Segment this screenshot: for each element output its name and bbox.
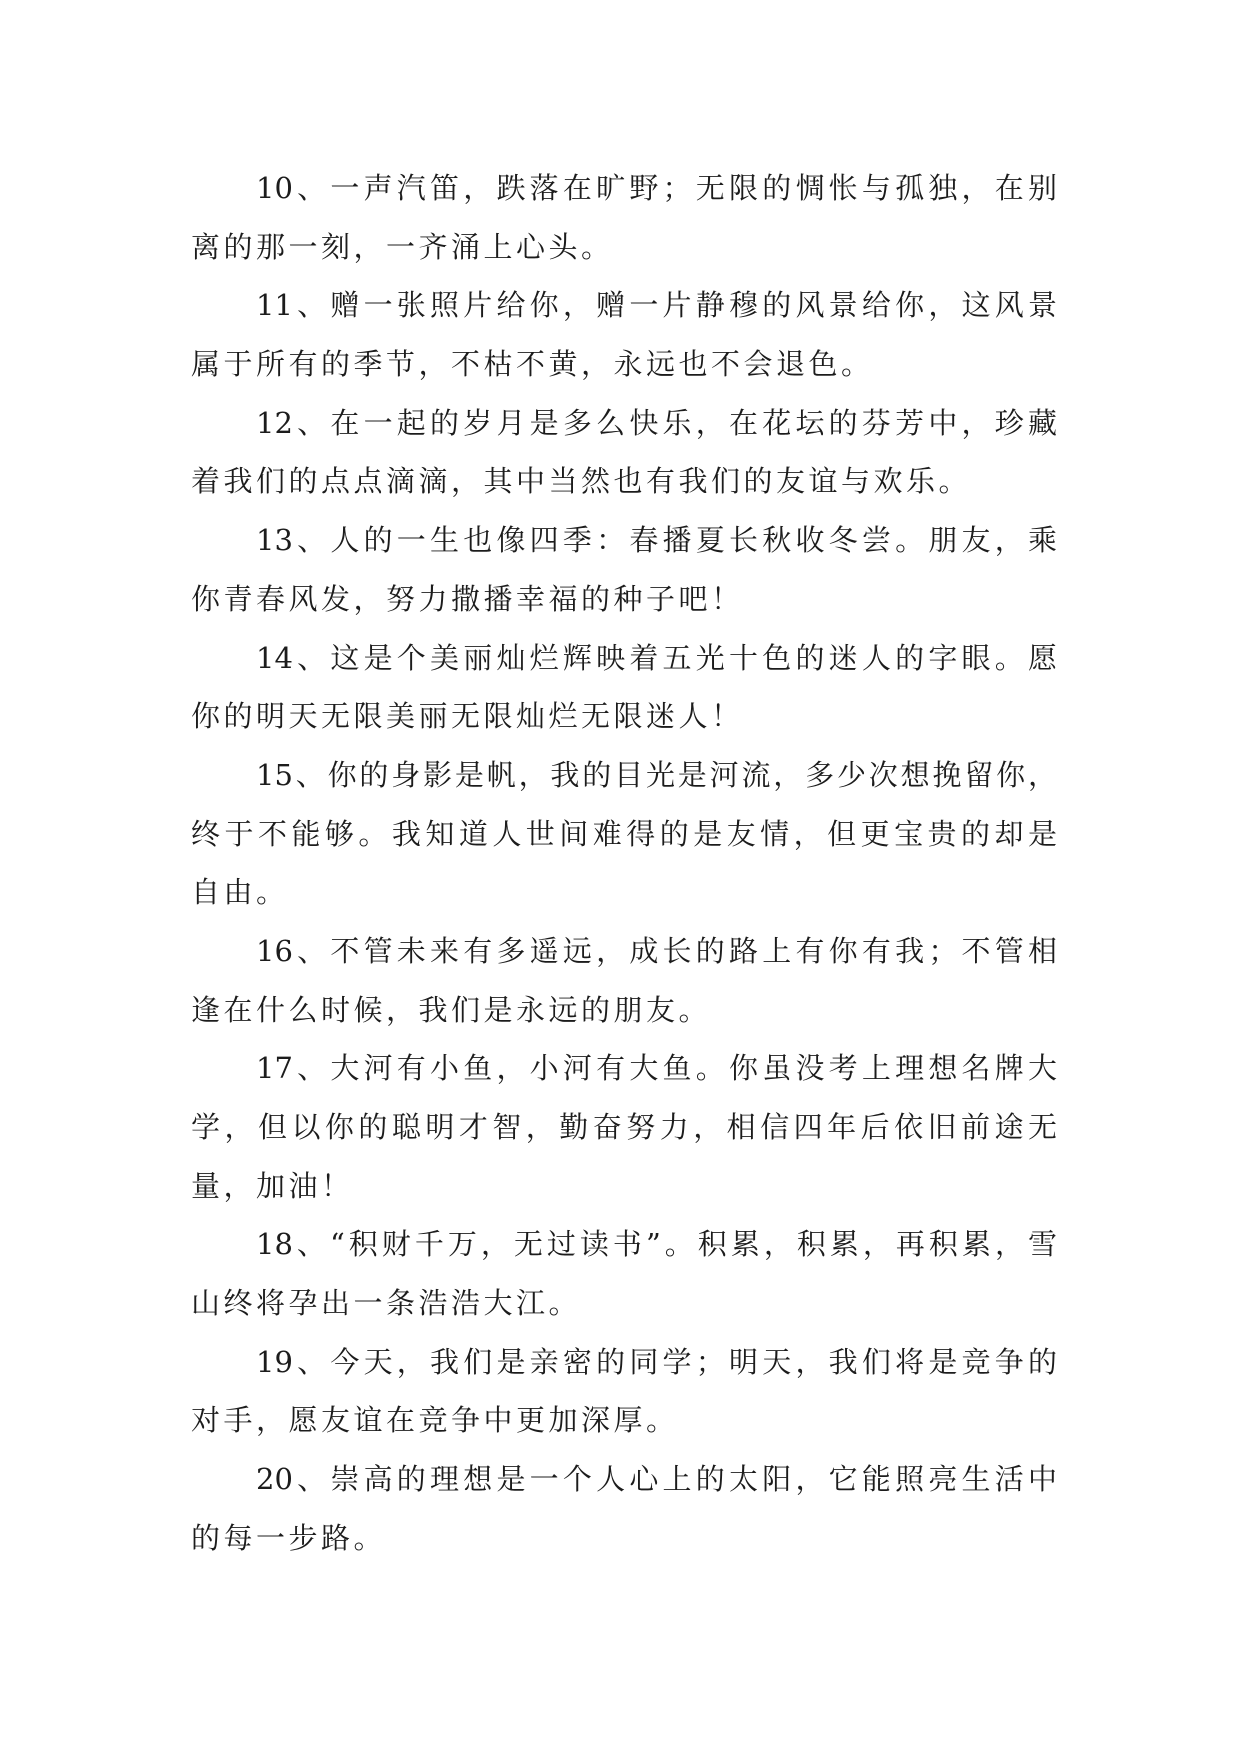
paragraph-line: 学，但以你的聪明才智，勤奋努力，相信四年后依旧前途无: [191, 1110, 1057, 1144]
paragraph-line: 着我们的点点滴滴，其中当然也有我们的友谊与欢乐。: [191, 464, 972, 499]
paragraph-line: 逢在什么时候，我们是永远的朋友。: [191, 992, 712, 1027]
paragraph-19: [191, 1333, 1057, 1450]
paragraph-18: [191, 1215, 1057, 1332]
paragraph-line: 16、不管未来有多遥远，成长的路上有你有我；不管相: [256, 933, 1057, 968]
paragraph-line: 18、“积财千万，无过读书”。积累，积累，再积累，雪: [256, 1227, 1057, 1262]
paragraph-line: 17、大河有小鱼，小河有大鱼。你虽没考上理想名牌大: [256, 1051, 1057, 1086]
paragraph-line: 属于所有的季节，不枯不黄，永远也不会退色。: [191, 347, 874, 382]
paragraph-14: [191, 629, 1057, 746]
paragraph-line: 的每一步路。: [191, 1520, 387, 1555]
paragraph-line: 对手，愿友谊在竞争中更加深厚。: [191, 1403, 679, 1438]
paragraph-line: 11、赠一张照片给你，赠一片静穆的风景给你，这风景: [256, 288, 1057, 323]
paragraph-13: [191, 511, 1057, 628]
paragraph-line: 终于不能够。我知道人世间难得的是友情，但更宝贵的却是: [191, 816, 1057, 851]
paragraph-17: [191, 1039, 1057, 1215]
paragraph-line: 14、这是个美丽灿烂辉映着五光十色的迷人的字眼。愿: [256, 640, 1057, 675]
paragraph-line: 19、今天，我们是亲密的同学；明天，我们将是竞争的: [256, 1344, 1057, 1379]
paragraph-line: 离的那一刻，一齐涌上心头。: [191, 229, 614, 264]
paragraph-line: 15、你的身影是帆，我的目光是河流，多少次想挽留你，: [256, 757, 1057, 792]
paragraph-line: 你青春风发，努力撒播幸福的种子吧！: [191, 581, 744, 616]
paragraph-20: [191, 1450, 1057, 1567]
paragraph-line: 10、一声汽笛，跌落在旷野；无限的惆怅与孤独，在别: [256, 171, 1057, 205]
paragraph-line: 13、人的一生也像四季：春播夏长秋收冬尝。朋友，乘: [256, 523, 1057, 558]
paragraph-line: 山终将孕出一条浩浩大江。: [191, 1286, 582, 1321]
paragraph-10: [191, 159, 1057, 276]
paragraph-line: 20、崇高的理想是一个人心上的太阳，它能照亮生活中: [256, 1462, 1057, 1497]
paragraph-12: [191, 394, 1057, 511]
paragraph-line: 自由。: [191, 875, 289, 910]
paragraph-11: [191, 276, 1057, 393]
paragraph-line: 12、在一起的岁月是多么快乐，在花坛的芬芳中，珍藏: [256, 405, 1057, 440]
paragraph-line: 量，加油！: [191, 1168, 354, 1203]
paragraph-line: 你的明天无限美丽无限灿烂无限迷人！: [191, 699, 744, 734]
document-body: [191, 159, 1057, 1568]
paragraph-15: [191, 746, 1057, 922]
paragraph-16: [191, 922, 1057, 1039]
